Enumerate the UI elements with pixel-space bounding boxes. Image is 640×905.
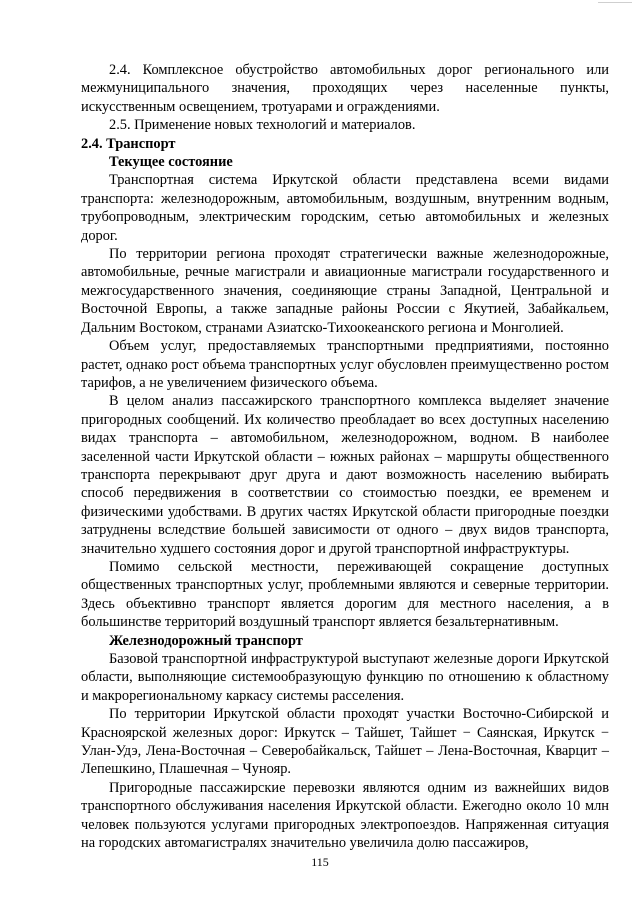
subheading-current-state: Текущее состояние	[109, 154, 233, 171]
subheading-railway-transport: Железнодорожный транспорт	[109, 632, 303, 649]
paragraph-suburban-analysis: В целом анализ пассажирского транспортного комплекса выделяет значение пригородных сообщений. Их количество преобладает во всех доступных населению видах транспорта – автомобильном, железнодорожном, водном. В наиболее заселенной части Иркутской области – южных районах – маршруты общественного транспорта перекрывают друг друга и дают возможность населению выбирать способ передвижения в соответствии со стоимостью поездки, ее временем и физическими удобствами. В других частях Иркутской области пригородные поездки затруднены вследствие большей зависимости от одного – двух видов транспорта, значительно худшего состояния дорог и другой транспортной инфраструктуры.	[81, 393, 609, 557]
paragraph-railway-sections: По территории Иркутской области проходят участки Восточно-Сибирской и Красноярской железных дорог: Иркутск – Тайшет, Тайшет − Саянская, Иркутск − Улан-Удэ, Лена-Восточная – Северобайкальск, Тайшет – Лена-Восточная, Кварцит – Лепешкино, Плашечная – Чунояр.	[81, 706, 609, 778]
paragraph-2-4-road-lighting: 2.4. Комплексное обустройство автомобильных дорог регионального или межмуниципального значения, проходящих через населенные пункты, искусственным освещением, тротуарами и ограждениями.	[81, 62, 609, 115]
paragraph-services-volume: Объем услуг, предоставляемых транспортными предприятиями, постоянно растет, однако рост объема транспортных услуг обусловлен преимущественно ростом тарифов, а не увеличением физического объема.	[81, 338, 609, 391]
document-body	[81, 61, 609, 852]
paragraph-suburban-passenger: Пригородные пассажирские перевозки являются одним из важнейших видов транспортного обслуживания населения Иркутской области. Ежегодно около 10 млн человек пользуются услугами пригородных электропоездов. Напряженная ситуация на городских автомагистралях значительно увеличила долю пассажиров,	[81, 779, 609, 852]
page-number: 115	[311, 855, 329, 869]
section-heading-transport: 2.4. Транспорт	[81, 135, 176, 152]
paragraph-2-5-new-technologies: 2.5. Применение новых технологий и материалов.	[109, 117, 416, 134]
paragraph-transport-system: Транспортная система Иркутской области представлена всеми видами транспорта: железнодорожным, автомобильным, воздушным, внутренним водным, трубопроводным, электрическим городским, сетью автомобильных и железных дорог.	[81, 172, 609, 244]
paragraph-railway-infrastructure: Базовой транспортной инфраструктурой выступают железные дороги Иркутской области, выполняющие системообразующую функцию по отношению к областному и макрорегиональному каркасу системы расселения.	[81, 651, 609, 704]
paragraph-rural-north: Помимо сельской местности, переживающей сокращение доступных общественных транспортных услуг, проблемными являются и северные территории. Здесь объективно транспорт является дорогим для местного населения, а в большинстве территорий воздушный транспорт является безальтернативным.	[81, 558, 609, 631]
scan-edge-mark	[598, 2, 632, 3]
paragraph-strategic-routes: По территории региона проходят стратегически важные железнодорожные, автомобильные, речные магистрали и авиационные магистрали государственного и межгосударственного значения, соединяющие страны Западной, Центральной и Восточной Европы, а также западные районы России с Якутией, Забайкальем, Дальним Востоком, странами Азиатско-Тихоокеанского региона и Монголией.	[81, 246, 609, 336]
